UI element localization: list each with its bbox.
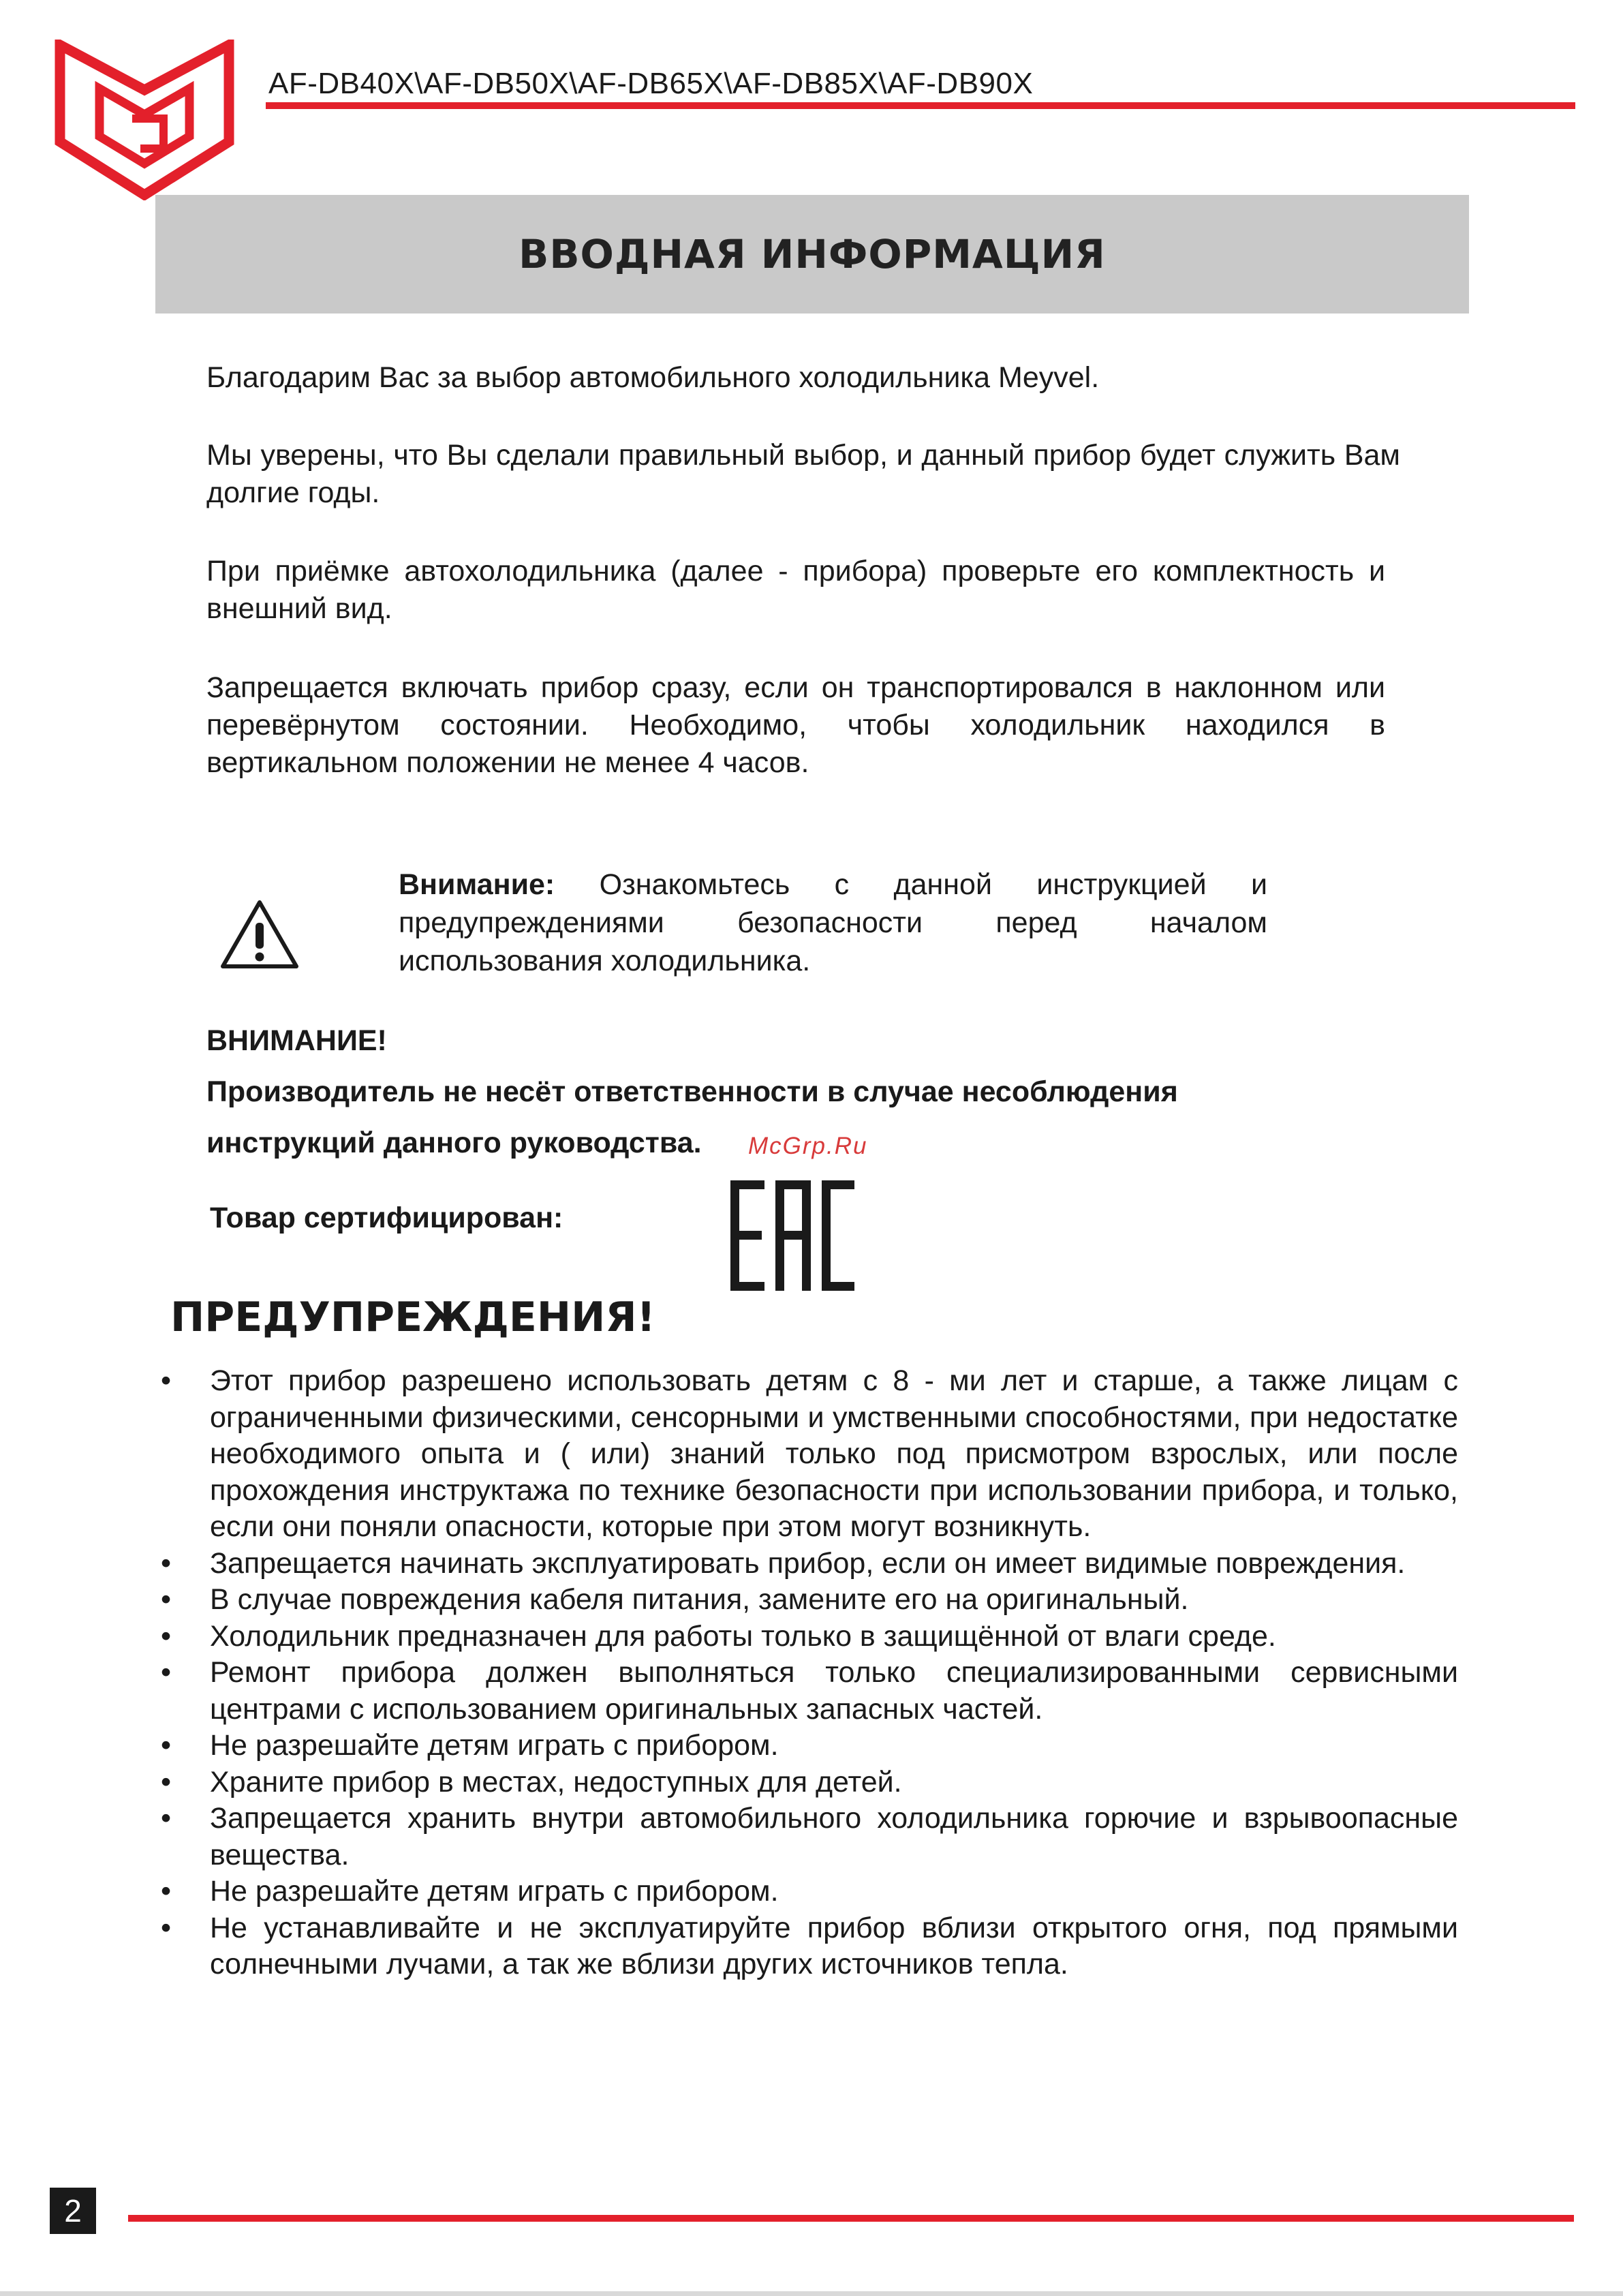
list-item [157, 1582, 1458, 1619]
list-item-text: Холодильник предназначен для работы только в защищённой от влаги среде. [210, 1619, 1276, 1653]
notice-line-2: инструкций данного руководства. [206, 1127, 702, 1159]
warning-triangle-icon [219, 898, 300, 970]
bullet-marker: • [161, 1583, 172, 1616]
intro-paragraph-1: Благодарим Вас за выбор автомобильного холодильника Meyvel. [206, 361, 1100, 394]
eac-certification-mark [728, 1178, 857, 1294]
header-rule [266, 102, 1575, 109]
list-item [157, 1764, 1458, 1801]
list-item-text: Не разрешайте детям играть с прибором. [210, 1875, 779, 1908]
bullet-marker: • [161, 1765, 172, 1798]
list-item-text: Не разрешайте детям играть с прибором. [210, 1729, 779, 1762]
meyvel-shield-logo-icon [53, 40, 236, 200]
list-item [157, 1801, 1458, 1873]
page-number: 2 [50, 2188, 96, 2234]
list-item [157, 1546, 1458, 1582]
attention-text: Ознакомьтесь с данной инструкцией и предупреждениями безопасности перед началом использования холодильника. [399, 868, 1267, 977]
list-item-text: Ремонт прибора должен выполняться только специализированными сервисными центрами с использованием оригинальных запасных частей. [210, 1656, 1458, 1726]
notice-line-1: Производитель не несёт ответственности в случае несоблюдения [206, 1075, 1178, 1108]
intro-paragraph-3: При приёмке автохолодильника (далее - прибора) проверьте его комплектность и внешний вид. [206, 555, 1385, 625]
list-item [157, 1910, 1458, 1983]
list-item-text: Этот прибор разрешено использовать детям с 8 - ми лет и старше, а также лицам с ограниченными физическими, сенсорными и умственными способностями, при недостатке необходимого опыта и ( или) знаний только под присмотром взрослых, или после прохождения инструктажа по технике безопасности при использовании прибора, и только, если они поняли опасности, которые при этом могут возникнуть. [210, 1364, 1458, 1543]
bullet-marker: • [161, 1911, 172, 1944]
list-item [157, 1619, 1458, 1655]
bullet-marker: • [161, 1875, 172, 1908]
section-title-band [155, 195, 1469, 313]
certification-label: Товар сертифицирован: [210, 1201, 563, 1234]
warnings-list [157, 1363, 1458, 1983]
list-item-text: Запрещается начинать эксплуатировать прибор, если он имеет видимые повреждения. [210, 1546, 1406, 1580]
model-line: AF-DB40X\AF-DB50X\AF-DB65X\AF-DB85X\AF-DB90X [268, 67, 1034, 100]
bullet-marker: • [161, 1546, 172, 1580]
bullet-marker: • [161, 1656, 172, 1689]
watermark: McGrp.Ru [748, 1133, 868, 1159]
attention-label: Внимание: [399, 868, 555, 901]
bottom-edge-strip [0, 2291, 1623, 2296]
bullet-marker: • [161, 1729, 172, 1762]
list-item [157, 1655, 1458, 1728]
intro-paragraph-2: Мы уверены, что Вы сделали правильный выбор, и данный прибор будет служить Вам долгие годы. [206, 439, 1400, 509]
list-item [157, 1873, 1458, 1910]
notice-heading: ВНИМАНИЕ! [206, 1024, 387, 1057]
list-item [157, 1728, 1458, 1764]
list-item [157, 1363, 1458, 1546]
intro-paragraph-4: Запрещается включать прибор сразу, если он транспортировался в наклонном или перевёрнутом состоянии. Необходимо, чтобы холодильник находился в вертикальном положении не менее 4 часов. [206, 671, 1385, 779]
list-item-text: В случае повреждения кабеля питания, замените его на оригинальный. [210, 1583, 1189, 1616]
warnings-heading: ПРЕДУПРЕЖДЕНИЯ! [170, 1294, 655, 1341]
bullet-marker: • [161, 1364, 172, 1397]
footer-rule [128, 2215, 1574, 2222]
list-item-text: Запрещается хранить внутри автомобильного холодильника горючие и взрывоопасные вещества. [210, 1802, 1458, 1871]
attention-paragraph [399, 866, 1267, 980]
list-item-text: Храните прибор в местах, недоступных для детей. [210, 1765, 902, 1798]
page-title: ВВОДНАЯ ИНФОРМАЦИЯ [519, 231, 1106, 277]
bullet-marker: • [161, 1619, 172, 1653]
list-item-text: Не устанавливайте и не эксплуатируйте прибор вблизи открытого огня, под прямыми солнечными лучами, а так же вблизи других источников тепла. [210, 1911, 1458, 1980]
bullet-marker: • [161, 1802, 172, 1835]
